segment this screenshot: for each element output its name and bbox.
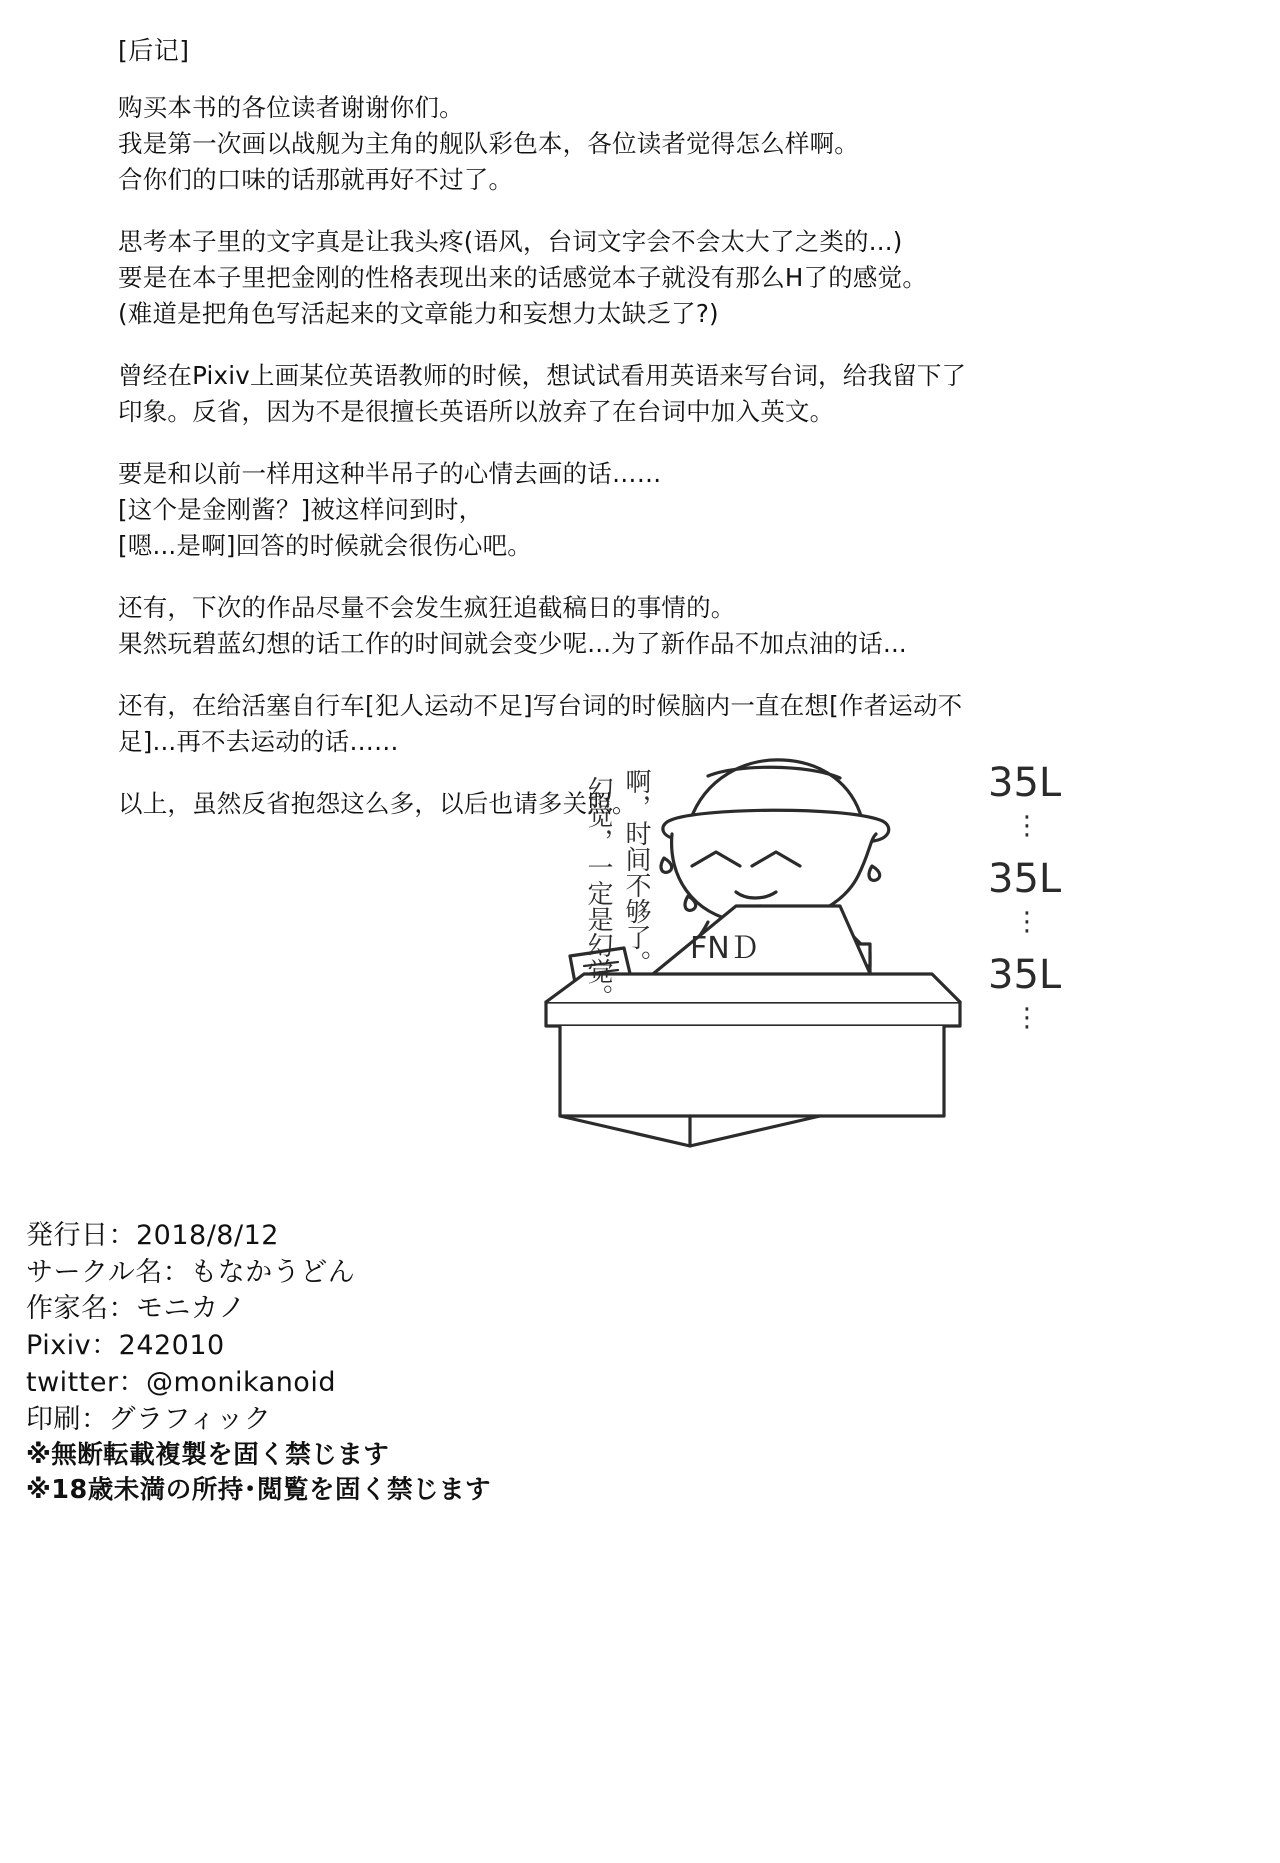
afterword-paragraph	[118, 224, 1178, 332]
count-item: 35L	[988, 952, 1062, 998]
colophon-line-twitter: twitter：@monikanoid	[26, 1366, 336, 1398]
afterword-paragraph	[118, 590, 1178, 662]
colophon-line-circle-name: サークル名：もなかうどん	[26, 1256, 356, 1288]
afterword-line: 合你们的口味的话那就再好不过了。	[118, 164, 514, 194]
afterword-section	[118, 32, 1178, 822]
afterword-line: 足]...再不去运动的话……	[118, 726, 399, 756]
afterword-line: 印象。反省，因为不是很擅长英语所以放弃了在台词中加入英文。	[118, 396, 835, 426]
count-dots: ⋮	[1014, 811, 1040, 841]
colophon-line-publish-date: 発行日：2018/8/12	[26, 1220, 279, 1251]
colophon-line-artist-name: 作家名：モニカノ	[26, 1293, 246, 1325]
afterword-line: 我是第一次画以战舰为主角的舰队彩色本，各位读者觉得怎么样啊。	[118, 128, 859, 158]
afterword-line: 购买本书的各位读者谢谢你们。	[118, 92, 464, 122]
speech-column-right: 啊，时间不够了。	[621, 768, 651, 976]
laptop-label: FNＤ	[690, 931, 760, 966]
afterword-line: 要是在本子里把金刚的性格表现出来的话感觉本子就没有那么H了的感觉。	[118, 262, 928, 292]
afterword-line: 要是和以前一样用这种半吊子的心情去画的话……	[118, 458, 662, 488]
afterword-line: (难道是把角色写活起来的文章能力和妄想力太缺乏了?)	[118, 298, 719, 328]
colophon-line-pixiv: Pixiv：242010	[26, 1330, 225, 1362]
colophon-line-age-notice: ※18歳未満の所持･閲覧を固く禁じます	[26, 1474, 492, 1505]
afterword-paragraph	[118, 456, 1178, 564]
desk-illustration	[540, 716, 1160, 1196]
colophon-line-printer: 印刷：グラフィック	[26, 1403, 272, 1435]
afterword-line: 曾经在Pixiv上画某位英语教师的时候，想试试看用英语来写台词，给我留下了	[118, 360, 967, 390]
afterword-line: 以上，虽然反省抱怨这么多，以后也请多关照。	[118, 788, 637, 818]
afterword-paragraph	[118, 358, 1178, 430]
count-list	[988, 760, 1062, 1033]
count-dots: ⋮	[1014, 1003, 1040, 1033]
afterword-line: [嗯...是啊]回答的时候就会很伤心吧。	[118, 530, 532, 560]
colophon-section	[26, 1218, 726, 1508]
count-dots: ⋮	[1014, 907, 1040, 937]
afterword-line: 果然玩碧蓝幻想的话工作的时间就会变少呢...为了新作品不加点油的话...	[118, 628, 907, 658]
afterword-line: 还有，在给活塞自行车[犯人运动不足]写台词的时候脑内一直在想[作者运动不	[118, 690, 963, 720]
afterword-title: [后记]	[118, 36, 190, 65]
colophon-line-reprint-notice: ※無断転載複製を固く禁じます	[26, 1440, 390, 1471]
count-item: 35L	[988, 856, 1062, 902]
afterword-line: 还有，下次的作品尽量不会发生疯狂追截稿日的事情的。	[118, 592, 736, 622]
count-item: 35L	[988, 760, 1062, 806]
speech-column-left: 幻觉，一定是幻觉。	[583, 776, 613, 1010]
afterword-paragraph	[118, 90, 1178, 198]
afterword-line: [这个是金刚酱？]被这样问到时，	[118, 494, 484, 524]
afterword-line: 思考本子里的文字真是让我头疼(语风，台词文字会不会太大了之类的...)	[118, 226, 903, 256]
